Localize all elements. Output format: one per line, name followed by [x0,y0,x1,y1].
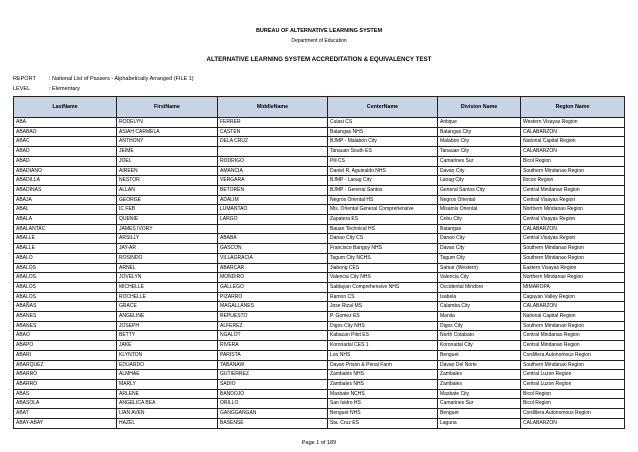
cell-centername: Benguet NHS [328,409,438,419]
cell-centername: Sablayan Comprehensive NHS [328,282,438,292]
table-row [14,137,625,147]
cell-middlename: BETOREN [218,185,328,195]
cell-centername: Bauan Technical HS [328,224,438,234]
cell-region: Bicol Region [521,156,625,166]
level-value: : Elementary [49,86,80,92]
cell-centername: Jiabong CES [328,263,438,273]
cell-lastname: ABALOS [14,282,117,292]
cell-division: General Santos City [438,185,521,195]
page-number: Page 1 of 189 [301,440,337,446]
cell-region: Ilocos Region [521,176,625,186]
cell-firstname: ASIAH CARMELA [117,127,218,137]
cell-firstname: GEORGE [117,195,218,205]
cell-division: Laoag City [438,176,521,186]
cell-division: Digos City [438,321,521,331]
table-row [14,263,625,273]
cell-division: Davao Del Norte [438,360,521,370]
cell-division: Isabela [438,292,521,302]
cell-middlename [218,224,328,234]
cell-centername: P. Gomez ES [328,312,438,322]
cell-lastname: ABAS [14,389,117,399]
cell-division: Malabon City [438,137,521,147]
table-row [14,350,625,360]
cell-lastname: ABAL [14,205,117,215]
cell-lastname: ABALANTAC [14,224,117,234]
cell-region: Southern Mindanao Region [521,244,625,254]
cell-middlename: MAGALLANES [218,302,328,312]
cell-lastname: ABASOLA [14,399,117,409]
cell-firstname: ANTHONY [117,137,218,147]
cell-centername: Jose Rizal MS [328,302,438,312]
cell-lastname: ABAPO [14,341,117,351]
cell-middlename: GASCON [218,244,328,254]
cell-lastname: ABALOS [14,273,117,283]
cell-centername: Daniel R. Aguinaldo NHS [328,166,438,176]
cell-centername: Tanauan South ES [328,147,438,157]
cell-centername: Francisco Bangoy NHS [328,244,438,254]
cell-lastname: ABARQUEZ [14,360,117,370]
cell-lastname: ABAD [14,147,117,157]
cell-centername: San Isidro HS [328,399,438,409]
cell-division: Benguet [438,350,521,360]
cell-region: Western Visayas Region [521,118,625,128]
cell-region: Cordillera Autonomous Region [521,350,625,360]
cell-region: Central Mindanao Region [521,331,625,341]
cell-lastname: ABAÑAS [14,302,117,312]
cell-centername: Koronadal CES 1 [328,341,438,351]
col-region-header: Region Name [521,97,625,118]
table-row [14,331,625,341]
cell-lastname: ABAJA [14,195,117,205]
cell-division: Benguet [438,409,521,419]
cell-firstname: MARLY [117,379,218,389]
cell-region: Bicol Region [521,389,625,399]
cell-middlename: SADIO [218,379,328,389]
cell-region: Central Luzon Region [521,370,625,380]
cell-middlename: GALLEGO [218,282,328,292]
cell-firstname: ARSILLY [117,234,218,244]
cell-firstname: JAKE [117,341,218,351]
table-row [14,389,625,399]
cell-firstname: JAMES IVORY [117,224,218,234]
cell-lastname: ABANES [14,321,117,331]
table-row [14,409,625,419]
department-subtitle: Department of Education [291,38,347,44]
cell-division: Occidental Mindoro [438,282,521,292]
table-row [14,273,625,283]
cell-region: Southern Mindanao Region [521,360,625,370]
cell-division: Antique [438,118,521,128]
cell-middlename: LARGO [218,215,328,225]
table-body [14,118,625,429]
cell-lastname: ABAC [14,137,117,147]
cell-firstname: ROCHELLE [117,292,218,302]
cell-middlename: PARISTA [218,350,328,360]
table-row [14,360,625,370]
table-row [14,215,625,225]
cell-division: Tagum City [438,253,521,263]
table-row [14,312,625,322]
cell-middlename: ORILLO [218,399,328,409]
cell-division: Samar (Western) [438,263,521,273]
cell-region: MIMAROPA [521,282,625,292]
cell-region: Southern Mindanao Region [521,321,625,331]
cell-region: Southern Mindanao Region [521,253,625,263]
cell-lastname: ABALOS [14,263,117,273]
cell-lastname: ABALA [14,215,117,225]
cell-region: Eastern Visayas Region [521,263,625,273]
cell-region: Northern Mindanao Region [521,273,625,283]
cell-division: Negros Oriental [438,195,521,205]
table-row [14,341,625,351]
cell-lastname: ABALLE [14,244,117,254]
cell-firstname: ANGELICA BEA [117,399,218,409]
cell-centername: Masbate NCHS [328,389,438,399]
cell-division: Koronadal City [438,341,521,351]
cell-middlename: TABANAW [218,360,328,370]
cell-region: Cordillera Autonomous Region [521,409,625,419]
cell-centername: BJMP - Laoag City [328,176,438,186]
table-row [14,399,625,409]
cell-region: Central Visayas Region [521,195,625,205]
cell-lastname: ABARI [14,350,117,360]
cell-centername: Zapatera ES [328,215,438,225]
cell-middlename: DELA CRUZ [218,137,328,147]
table-row [14,156,625,166]
cell-centername: Digos City NHS [328,321,438,331]
cell-firstname: IC FEB [117,205,218,215]
col-division-header: Division Name [438,97,521,118]
cell-division: Batangas [438,224,521,234]
col-firstname-header: FirstName [117,97,218,118]
col-centername-header: CenterName [328,97,438,118]
table-row [14,292,625,302]
table-row [14,205,625,215]
table-row [14,418,625,428]
cell-lastname: ABABAO [14,127,117,137]
cell-lastname: ABAO [14,331,117,341]
report-heading: ALTERNATIVE LEARNING SYSTEM ACCREDITATION & EQUIVALENCY TEST [206,56,432,63]
cell-lastname: ABAY-ABAY [14,418,117,428]
cell-firstname: MICHELLE [117,282,218,292]
cell-middlename: RODRIGO [218,156,328,166]
cell-region: CALABARZON [521,127,625,137]
cell-middlename: LUMANTAO [218,205,328,215]
col-middlename-header: MiddleName [218,97,328,118]
cell-middlename: NGALOT [218,331,328,341]
bureau-title: BUREAU OF ALTERNATIVE LEARNING SYSTEM [255,28,383,34]
cell-lastname: ABARRO [14,370,117,380]
cell-middlename: CASTEN [218,127,328,137]
cell-centername: Loo NHS [328,350,438,360]
cell-region: CALABARZON [521,224,625,234]
level-line [13,86,80,92]
cell-centername: Valencia City NHS [328,273,438,283]
cell-firstname: ROSINDO [117,253,218,263]
cell-lastname: ABANES [14,312,117,322]
cell-region: Central Mindanao Region [521,185,625,195]
cell-centername: BJMP - Malabon City [328,137,438,147]
cell-region: National Capital Region [521,137,625,147]
cell-region: Central Mindanao Region [521,341,625,351]
cell-region: National Capital Region [521,312,625,322]
table-header-row [14,97,625,118]
report-value: : National List of Passers - Alphabetically Arranged (FILE 1) [49,76,194,82]
table-row [14,321,625,331]
table-row [14,282,625,292]
cell-lastname: ABALLE [14,234,117,244]
cell-middlename: ADALIM [218,195,328,205]
cell-lastname: ABAD [14,156,117,166]
cell-middlename: AMANCIA [218,166,328,176]
table-row [14,176,625,186]
cell-centername: Zambales NHS [328,379,438,389]
cell-division: Manila [438,312,521,322]
cell-middlename: VILLAGRACIA [218,253,328,263]
cell-centername: Negros Oriental HS [328,195,438,205]
cell-centername: Culasi CS [328,118,438,128]
cell-division: Zambales [438,379,521,389]
cell-division: Calamba City [438,302,521,312]
cell-lastname: ABADIANO [14,166,117,176]
col-lastname-header: LastName [14,97,117,118]
cell-firstname: QUENIE [117,215,218,225]
cell-firstname: JAY-AR [117,244,218,254]
cell-firstname: ANGELINE [117,312,218,322]
cell-middlename: ABARCAR [218,263,328,273]
cell-firstname: AIREEN [117,166,218,176]
cell-centername: Zambales NHS [328,370,438,380]
cell-centername: Sta. Cruz ES [328,418,438,428]
cell-middlename: FERRER [218,118,328,128]
cell-region: Southern Mindanao Region [521,166,625,176]
cell-middlename: RIVERA [218,341,328,351]
table-row [14,195,625,205]
cell-firstname: JOEL [117,156,218,166]
cell-centername: Mis. Oriental General Comprehensive [328,205,438,215]
cell-division: Camarines Sur [438,399,521,409]
cell-lastname: ABADINAS [14,185,117,195]
cell-middlename: REPUESTO [218,312,328,322]
cell-region: CALABARZON [521,418,625,428]
cell-firstname: HAZEL [117,418,218,428]
report-label: REPORT [13,76,36,82]
cell-firstname: JOVELYN [117,273,218,283]
cell-region: Central Luzon Region [521,379,625,389]
cell-firstname: RODELYN [117,118,218,128]
cell-middlename: ABABA [218,234,328,244]
table-row [14,234,625,244]
cell-centername: Danao City CS [328,234,438,244]
cell-centername: Davao Prison & Penal Farm [328,360,438,370]
report-line [13,76,194,82]
cell-firstname: ALLAN [117,185,218,195]
cell-division: Danao City [438,234,521,244]
cell-region: Bicol Region [521,399,625,409]
cell-region: Cagayan Valley Region [521,292,625,302]
cell-region: Central Visayas Region [521,215,625,225]
table-row [14,166,625,176]
cell-middlename: BANDOJO [218,389,328,399]
cell-lastname: ABADILLA [14,176,117,186]
cell-division: Zambales [438,370,521,380]
cell-division: Cebu City [438,215,521,225]
level-label: LEVEL [13,86,31,92]
cell-division: Laguna [438,418,521,428]
cell-division: Davao City [438,244,521,254]
cell-division: Valencia City [438,273,521,283]
cell-centername: Pili CS [328,156,438,166]
cell-centername: Tagum City NCHS [328,253,438,263]
passers-table [13,96,625,429]
cell-lastname: ABAT [14,409,117,419]
cell-centername: Ramon CS [328,292,438,302]
cell-middlename [218,147,328,157]
cell-middlename: PIZARRO [218,292,328,302]
cell-firstname: GRACE [117,302,218,312]
cell-lastname: ABALOS [14,292,117,302]
cell-centername: Batangas NHS [328,127,438,137]
cell-firstname: ARNEL [117,263,218,273]
cell-middlename: MONDIRO [218,273,328,283]
cell-centername: BJMP - General Santos [328,185,438,195]
table-row [14,244,625,254]
cell-division: Davao City [438,166,521,176]
cell-division: Masbate City [438,389,521,399]
cell-division: Batangas City [438,127,521,137]
cell-centername: Kabacan Pilot ES [328,331,438,341]
cell-middlename: VERGARA [218,176,328,186]
table-row [14,370,625,380]
cell-lastname: ABA [14,118,117,128]
cell-region: Northern Mindanao Region [521,205,625,215]
cell-firstname: KLYNTON [117,350,218,360]
table-row [14,302,625,312]
cell-region: CALABARZON [521,302,625,312]
cell-firstname: JOSEPH [117,321,218,331]
table-row [14,379,625,389]
cell-middlename: GUTIERREZ [218,370,328,380]
cell-firstname: JEIME [117,147,218,157]
table-row [14,118,625,128]
cell-lastname: ABALO [14,253,117,263]
cell-middlename: BASENSE [218,418,328,428]
cell-region: Central Visayas Region [521,234,625,244]
cell-division: Camarines Sur [438,156,521,166]
table-row [14,147,625,157]
cell-middlename: ALFEREZ [218,321,328,331]
table-row [14,185,625,195]
cell-firstname: LIAN AVEN [117,409,218,419]
cell-firstname: EDUARDO [117,360,218,370]
cell-middlename: GANGGANGAN [218,409,328,419]
table-row [14,224,625,234]
cell-division: Misamis Oriental [438,205,521,215]
cell-lastname: ABARRO [14,379,117,389]
cell-firstname: ALMHAE [117,370,218,380]
cell-firstname: ARLENE [117,389,218,399]
table-row [14,127,625,137]
cell-division: North Cotabato [438,331,521,341]
table-row [14,253,625,263]
cell-region: CALABARZON [521,147,625,157]
cell-firstname: NESTOR [117,176,218,186]
cell-division: Tanauan City [438,147,521,157]
cell-firstname: BETTY [117,331,218,341]
